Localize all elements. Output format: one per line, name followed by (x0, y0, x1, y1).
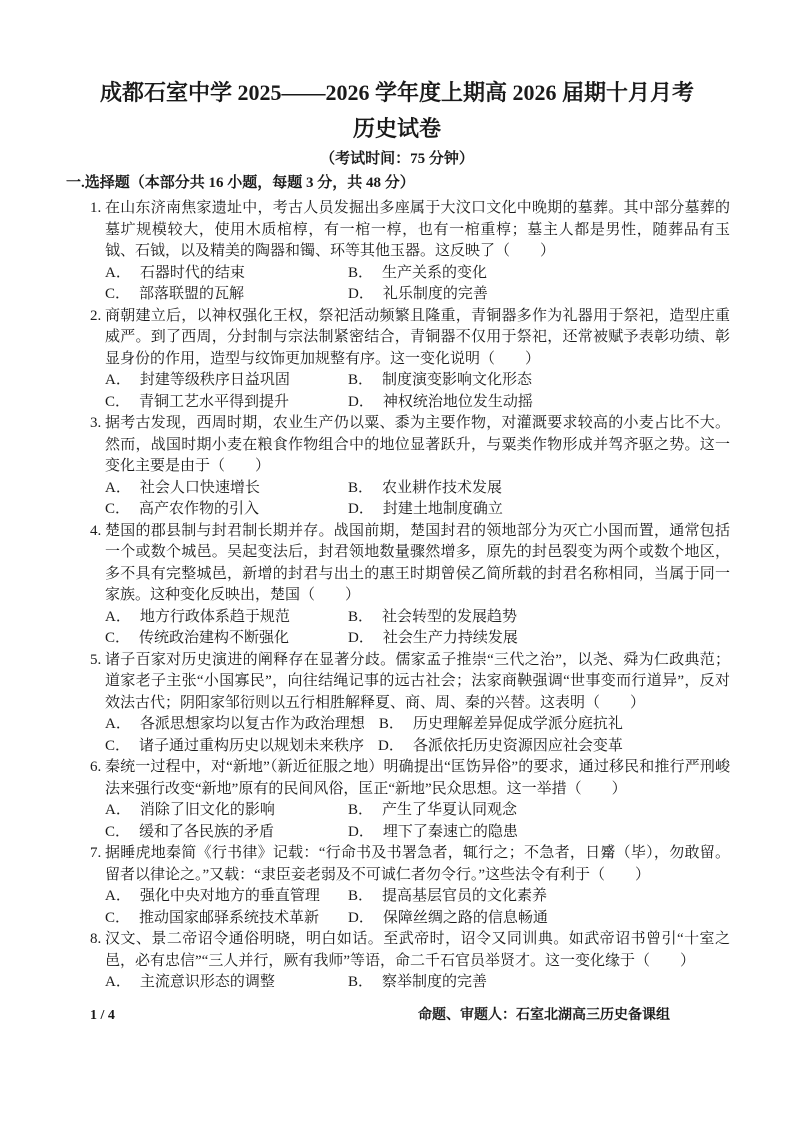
option-text: 社会人口快速增长 (139, 479, 260, 496)
option-label: A． (105, 608, 131, 625)
option-label: D． (348, 393, 374, 410)
question-stem: 据睡虎地秦简《行书律》记载：“行命书及书署急者，辄行之；不急者，日觱（毕），勿敢留。留者以律论之。”又载：“隶臣妾老弱及不可诚仁者勿令行。”这些法令有利于（ ） (105, 845, 730, 883)
option-item (379, 714, 623, 736)
option-item (105, 972, 348, 994)
question-stem: 汉文、景二帝诏令通俗明晓，明白如话。至武帝时，诏令又同训典。如武帝诏书曾引“十室之邑，必有忠信”“三人并行，厥有我师”等语，命二千石官员举贤才。这一变化缘于（ ） (105, 931, 730, 969)
question-item (90, 650, 730, 758)
question-item (90, 198, 730, 306)
option-item (348, 370, 532, 392)
option-text: 神权统治地位发生动摇 (382, 393, 533, 410)
option-text: 社会转型的发展趋势 (382, 608, 518, 625)
option-row (105, 908, 730, 930)
question-number: 8. (90, 931, 102, 947)
option-text: 产生了华夏认同观念 (382, 802, 518, 818)
question-number: 3. (90, 415, 102, 431)
option-item (378, 736, 623, 758)
option-label: A． (105, 974, 131, 990)
question-item (90, 757, 730, 843)
question-item (90, 306, 730, 414)
option-text: 强化中央对地方的垂直管理 (139, 888, 320, 904)
option-row (105, 714, 730, 736)
option-item (348, 392, 533, 414)
option-label: D． (348, 630, 374, 646)
option-item (105, 886, 348, 908)
option-text: 各派思想家均以复古作为政治理想 (139, 716, 365, 732)
question-number: 5. (90, 651, 102, 668)
option-text: 青铜工艺水平得到提升 (139, 393, 290, 410)
option-label: C． (105, 286, 131, 302)
option-item (348, 284, 488, 306)
option-text: 部落联盟的瓦解 (139, 286, 245, 302)
option-text: 礼乐制度的完善 (382, 286, 488, 302)
option-label: D． (348, 286, 374, 302)
option-label: A． (105, 888, 131, 904)
section-header: 一.选择题（本部分共 16 小题，每题 3 分，共 48 分） (66, 175, 415, 191)
option-label: D． (378, 737, 404, 754)
option-label: D． (348, 501, 374, 517)
option-item (348, 263, 487, 285)
option-item (105, 392, 348, 414)
option-text: 推动国家邮驿系统技术革新 (139, 909, 320, 926)
question-stem: 据考古发现，西周时期，农业生产仍以粟、黍为主要作物，对灌溉要求较高的小麦占比不大。然而，战国时期小麦在粮食作物组合中的地位显著跃升，与粟类作物形成并驾齐驱之势。这一变化主要是由于（ ） (105, 415, 730, 474)
option-item (348, 607, 517, 629)
option-label: A． (105, 479, 131, 496)
option-text: 社会生产力持续发展 (382, 630, 518, 646)
option-label: C． (105, 630, 131, 646)
option-text: 各派依托历史资源因应社会变革 (412, 737, 623, 754)
option-row (105, 607, 730, 629)
option-label: B． (348, 802, 374, 818)
option-text: 封建等级秩序日益巩固 (139, 372, 290, 388)
option-row (105, 370, 730, 392)
option-label: B． (378, 716, 404, 732)
question-number: 7. (90, 845, 102, 861)
option-label: B． (348, 974, 374, 990)
option-row (105, 263, 730, 285)
option-label: B． (348, 479, 374, 496)
option-item (348, 972, 487, 994)
question-stem: 诸子百家对历史演进的阐释存在显著分歧。儒家孟子推崇“三代之治”，以尧、舜为仁政典范；道家老子主张“小国寡民”，向往结绳记事的远古社会；法家商鞅强调“世事变而行道异”，反对效法古代；阴阳家邹衍则以五行相胜解释夏、商、周、秦的兴替。这表明（ ） (105, 651, 730, 711)
question-stem: 商朝建立后，以神权强化王权，祭祀活动频繁且隆重，青铜器多作为礼器用于祭祀，造型庄重威严。到了西周，分封制与宗法制紧密结合，青铜器不仅用于祭祀，还常被赋予表彰功绩、彰显身份的作用，造型与纹饰更加规整有序。这一变化说明（ ） (105, 307, 730, 367)
option-row (105, 628, 730, 650)
option-item (348, 822, 518, 844)
option-row (105, 822, 730, 844)
option-label: C． (105, 393, 131, 410)
option-text: 生产关系的变化 (382, 264, 488, 281)
option-item (348, 886, 547, 908)
option-text: 诸子通过重构历史以规划未来秩序 (139, 737, 365, 754)
option-label: D． (348, 823, 374, 840)
option-item (105, 478, 348, 500)
option-item (348, 478, 502, 500)
option-text: 农业耕作技术发展 (382, 479, 503, 496)
option-text: 保障丝绸之路的信息畅通 (382, 909, 548, 926)
question-stem: 在山东济南焦家遗址中，考古人员发掘出多座属于大汶口文化中晚期的墓葬。其中部分墓葬的墓圹规模较大，使用木质棺椁，有一棺一椁，也有一棺重椁；墓主人都是男性，随葬品有玉钺、石钺，以及精美的陶器和镯、环等其他玉器。这反映了（ ） (105, 200, 730, 259)
option-text: 封建土地制度确立 (382, 501, 503, 517)
question-item (90, 413, 730, 521)
question-number: 4. (90, 522, 102, 539)
option-text: 高产农作物的引入 (139, 501, 260, 517)
exam-time: （考试时间：75 分钟） (320, 151, 474, 167)
option-label: A． (105, 264, 131, 281)
option-item (348, 908, 548, 930)
option-item (105, 822, 348, 844)
option-row (105, 800, 730, 822)
option-text: 历史理解差异促成学派分庭抗礼 (412, 716, 623, 732)
option-label: D． (348, 909, 374, 926)
option-label: C． (105, 501, 131, 517)
option-item (105, 370, 348, 392)
option-item (105, 714, 365, 736)
option-text: 石器时代的结束 (139, 264, 245, 281)
option-label: B． (348, 888, 374, 904)
option-item (348, 628, 518, 650)
option-text: 制度演变影响文化形态 (382, 372, 533, 388)
option-item (105, 607, 348, 629)
option-row (105, 478, 730, 500)
option-text: 传统政治建构不断强化 (139, 630, 290, 646)
option-row (105, 972, 730, 994)
question-item (90, 843, 730, 929)
option-item (105, 800, 348, 822)
question-number: 6. (90, 759, 102, 775)
question-stem: 秦统一过程中，对“新地”（新近征服之地）明确提出“匡饬异俗”的要求，通过移民和推行严刑峻法来强行改变“新地”原有的民间风俗，匡正“新地”民众思想。这一举措（ ） (105, 759, 730, 797)
option-row (105, 284, 730, 306)
option-label: B． (348, 608, 374, 625)
option-text: 主流意识形态的调整 (139, 974, 275, 990)
option-text: 地方行政体系趋于规范 (139, 608, 290, 625)
page-title: 成都石室中学 2025——2026 学年度上期高 2026 届期十月月考 (99, 80, 694, 105)
footer-credit: 命题、审题人：石室北湖高三历史备课组 (418, 1008, 670, 1023)
option-label: A． (105, 372, 131, 388)
option-item (105, 263, 348, 285)
option-label: A． (105, 802, 131, 818)
question-item (90, 521, 730, 650)
option-label: C． (105, 823, 131, 840)
option-item (105, 628, 348, 650)
option-text: 察举制度的完善 (382, 974, 488, 990)
option-row (105, 736, 730, 758)
exam-subject-title: 历史试卷 (352, 116, 441, 141)
option-label: C． (105, 909, 131, 926)
option-label: B． (348, 372, 374, 388)
option-item (105, 736, 364, 758)
option-text: 埋下了秦速亡的隐患 (382, 823, 518, 840)
footer-page-number: 1 / 4 (90, 1008, 115, 1023)
option-item (105, 284, 348, 306)
option-text: 消除了旧文化的影响 (139, 802, 275, 818)
option-text: 提高基层官员的文化素养 (382, 888, 548, 904)
option-label: A． (105, 716, 131, 732)
option-label: B． (348, 264, 374, 281)
option-item (348, 499, 503, 521)
option-row (105, 886, 730, 908)
question-number: 1. (90, 200, 102, 216)
questions (90, 198, 730, 994)
question-item (90, 929, 730, 994)
option-row (105, 392, 730, 414)
question-stem: 楚国的郡县制与封君制长期并存。战国前期，楚国封君的领地部分为灭亡小国而置，通常包括一个或数个城邑。吴起变法后，封君领地数量骤然增多，原先的封邑裂变为两个或数个地区，多不具有完整城邑，新增的封君与出土的惠王时期曾侯乙简所载的封君名称相同，当属于同一家族。这种变化反映出，楚国（ ） (105, 522, 730, 603)
question-number: 2. (90, 307, 102, 324)
option-row (105, 499, 730, 521)
option-item (105, 499, 348, 521)
option-text: 缓和了各民族的矛盾 (139, 823, 275, 840)
option-item (105, 908, 348, 930)
option-label: C． (105, 737, 131, 754)
option-item (348, 800, 517, 822)
